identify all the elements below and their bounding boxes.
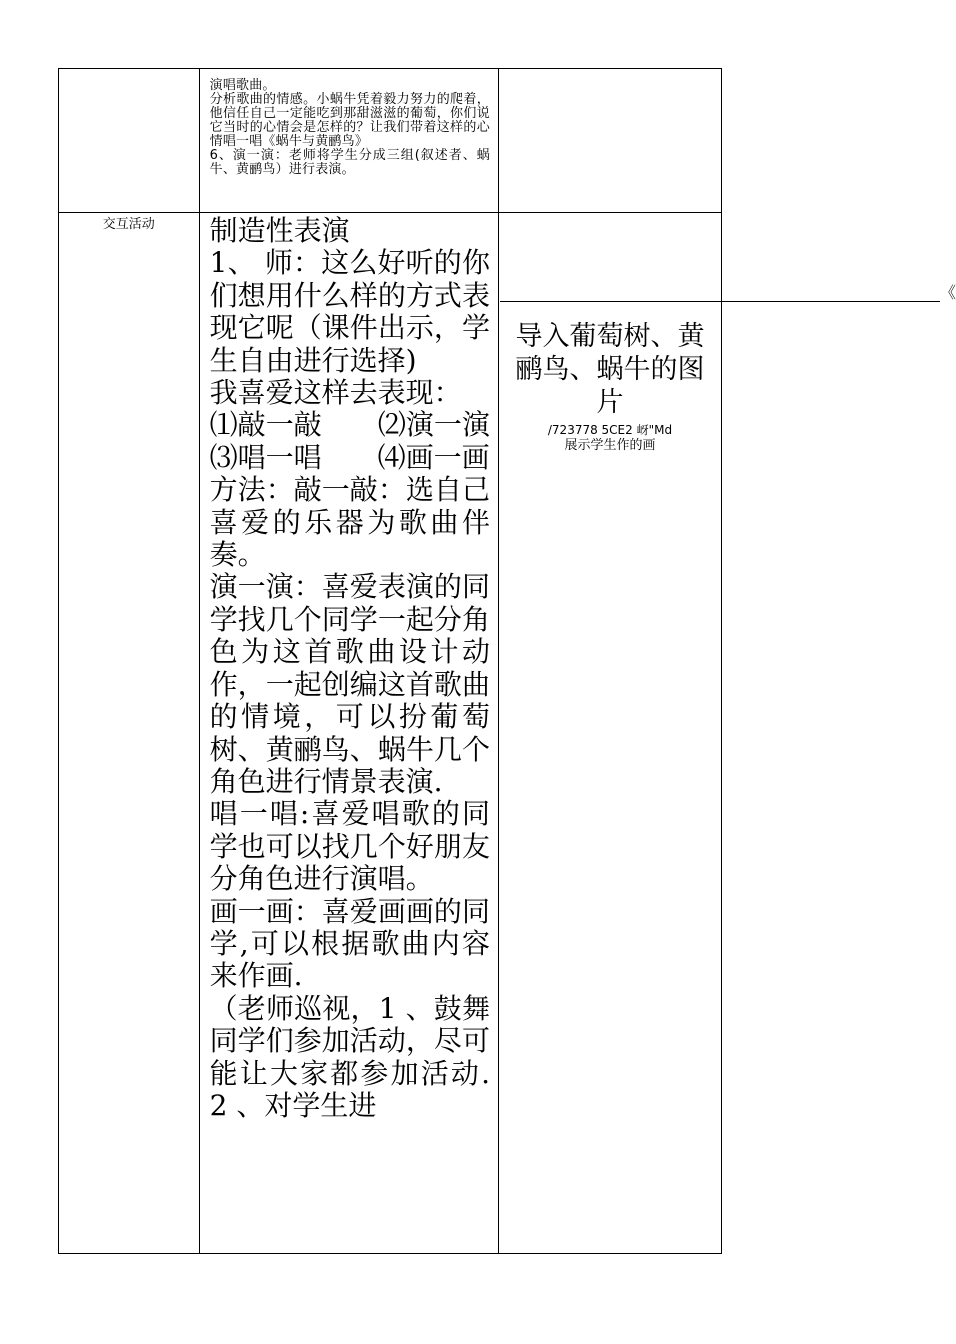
paragraph: 方法：敲一敲：选自己喜爱的乐器为歌曲伴奏。: [209, 473, 490, 572]
content-line: 分析歌曲的情感。小蜗牛凭着毅力努力的爬着，他信任自己一定能吃到那甜滋滋的葡萄，你们说它当时的心情会是怎样的？让我们带着这样的心情唱一唱《蜗牛与黄鹂鸟》: [209, 92, 490, 149]
media-note: /723778 5CE2 岈"Md: [547, 423, 673, 437]
section-heading: 制造性表演: [209, 214, 350, 247]
lesson-plan-table: [58, 68, 722, 1254]
content-text: [200, 69, 498, 177]
paragraph: 画一画：喜爱画画的同学,可以根据歌曲内容来作画.: [209, 894, 490, 993]
paragraph: 唱一唱:喜爱唱歌的同学也可以找几个好朋友分角色进行演唱。: [209, 797, 490, 896]
paragraph: 我喜爱这样去表现：: [209, 376, 462, 410]
table-row: [59, 213, 722, 1254]
row-label-cell: [59, 69, 200, 213]
media-cell: [498, 213, 721, 1254]
content-cell: [199, 69, 498, 213]
paragraph: 1、 师：这么好听的你们想用什么样的方式表现它呢（课件出示，学生自由进行选择): [209, 246, 490, 377]
stray-quote-mark: 《: [940, 283, 956, 302]
table-row: [59, 69, 722, 213]
content-line: 6、演一演：老师将学生分成三组(叙述者、蜗牛、黄鹂鸟）进行表演。: [209, 148, 490, 177]
content-line: 演唱歌曲。: [209, 78, 276, 93]
paragraph: 演一演：喜爱表演的同学找几个同学一起分角色为这首歌曲设计动作，一起创编这首歌曲的情境，可以扮葡萄树、黄鹂鸟、蜗牛几个角色进行情景表演.: [209, 570, 490, 798]
paragraph: （老师巡视，1 、鼓舞同学们参加活动，尽可能让大家都参加活动. 2 、对学生进: [209, 991, 490, 1122]
media-caption: 展示学生作的画: [564, 438, 656, 453]
media-cell: [498, 69, 721, 213]
stray-rule-line: [500, 301, 940, 302]
row-label-cell: 交互活动: [59, 213, 200, 1254]
content-text: [200, 213, 518, 1122]
content-cell: [199, 213, 518, 1254]
paragraph: ⑴敲一敲 ⑵演一演 ⑶唱一唱 ⑷画一画: [209, 408, 518, 474]
media-title: 导入葡萄树、黄鹂鸟、蜗牛的图片: [515, 321, 705, 418]
